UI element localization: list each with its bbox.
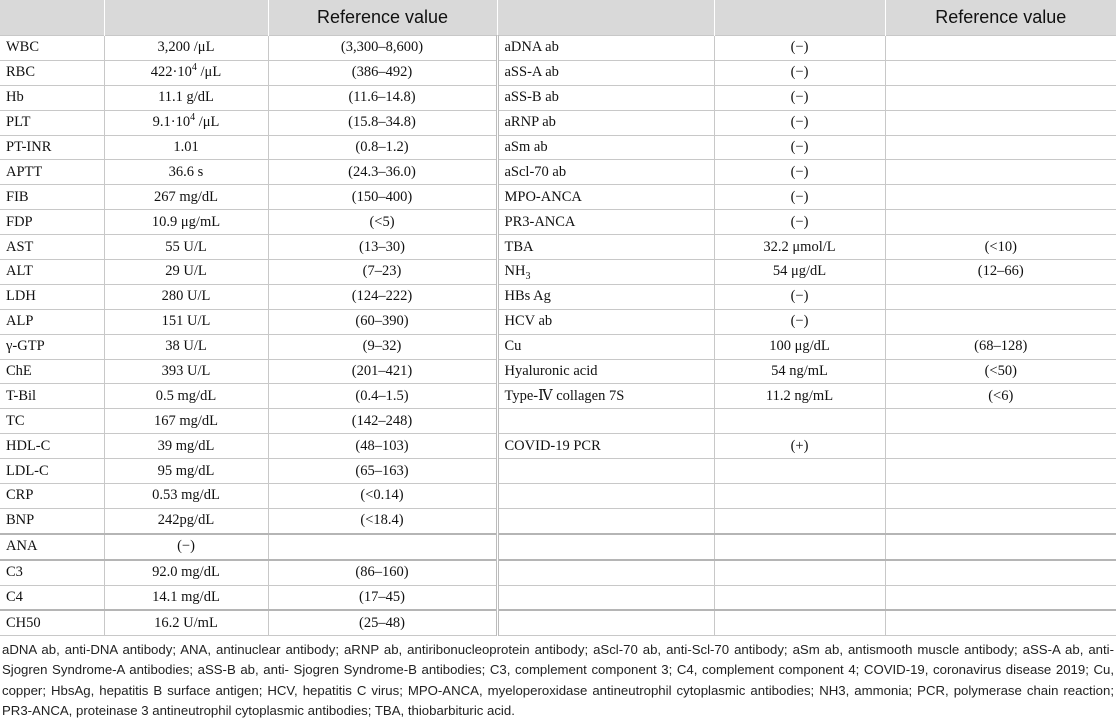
test-value: 39 mg/dL <box>104 434 268 459</box>
test-name: Type-Ⅳ collagen 7S <box>497 384 714 409</box>
reference-value <box>885 409 1116 434</box>
test-name: aRNP ab <box>497 110 714 135</box>
table-row <box>0 36 1116 61</box>
test-value: 38 U/L <box>104 334 268 359</box>
test-value: (+) <box>714 434 885 459</box>
reference-value: (17–45) <box>268 585 497 610</box>
test-value <box>104 60 268 85</box>
test-name: ALP <box>0 309 104 334</box>
test-value: (−) <box>714 160 885 185</box>
test-value <box>714 534 885 560</box>
reference-value <box>885 60 1116 85</box>
test-name: aDNA ab <box>497 36 714 61</box>
test-name: RBC <box>0 60 104 85</box>
table-row <box>0 135 1116 160</box>
test-value <box>714 610 885 635</box>
test-value: 10.9 μg/mL <box>104 210 268 235</box>
test-name: Hyaluronic acid <box>497 359 714 384</box>
test-value: 0.53 mg/dL <box>104 484 268 509</box>
test-name: COVID-19 PCR <box>497 434 714 459</box>
test-name <box>497 260 714 285</box>
test-value: 167 mg/dL <box>104 409 268 434</box>
table-row <box>0 359 1116 384</box>
test-name <box>497 610 714 635</box>
table-row <box>0 110 1116 135</box>
test-name: CRP <box>0 484 104 509</box>
reference-value: (13–30) <box>268 235 497 260</box>
table-body <box>0 36 1116 636</box>
test-value <box>714 459 885 484</box>
test-value <box>714 585 885 610</box>
table-header-row <box>0 0 1116 36</box>
test-value: 1.01 <box>104 135 268 160</box>
test-name: C4 <box>0 585 104 610</box>
test-name: BNP <box>0 508 104 533</box>
reference-value: (<6) <box>885 384 1116 409</box>
test-value: (−) <box>714 110 885 135</box>
table-row <box>0 484 1116 509</box>
test-value <box>714 409 885 434</box>
test-value: (−) <box>714 284 885 309</box>
table-row <box>0 60 1116 85</box>
reference-value: (<5) <box>268 210 497 235</box>
test-name: HCV ab <box>497 309 714 334</box>
table-row <box>0 409 1116 434</box>
test-name: C3 <box>0 560 104 585</box>
test-name: TC <box>0 409 104 434</box>
reference-value: (201–421) <box>268 359 497 384</box>
reference-value: (<0.14) <box>268 484 497 509</box>
reference-value: (124–222) <box>268 284 497 309</box>
table-row <box>0 384 1116 409</box>
reference-value: (150–400) <box>268 185 497 210</box>
test-value: 11.1 g/dL <box>104 85 268 110</box>
test-value: (−) <box>714 135 885 160</box>
reference-value: (25–48) <box>268 610 497 635</box>
reference-value: (0.4–1.5) <box>268 384 497 409</box>
test-name: Cu <box>497 334 714 359</box>
table-row <box>0 309 1116 334</box>
superscript: 4 <box>191 62 197 74</box>
reference-value <box>885 484 1116 509</box>
table-row <box>0 534 1116 560</box>
test-value: 54 μg/dL <box>714 260 885 285</box>
table-row <box>0 85 1116 110</box>
reference-value: (60–390) <box>268 309 497 334</box>
test-value: 100 μg/dL <box>714 334 885 359</box>
reference-value: (<18.4) <box>268 508 497 533</box>
reference-value <box>885 534 1116 560</box>
test-name <box>497 534 714 560</box>
table-footnote: aDNA ab, anti-DNA antibody; ANA, antinuclear antibody; aRNP ab, antiribonucleoprotein antibody; aScl-70 ab, anti-Scl-70 antibody; aSm ab, antismooth muscle antibody; aSS-A ab, anti-Sjogren Syndrome-A antibodies; aSS-B ab, anti- Sjogren Syndrome-B antibodies; C3, complement component 3; C4, complement component 4; COVID-19, coronavirus disease 2019; Cu, copper; HbsAg, hepatitis B surface antigen; HCV, hepatitis C virus; MPO-ANCA, myeloperoxidase antineutrophil cytoplasmic antibodies; NH3, ammonia; PCR, polymerase chain reaction; PR3-ANCA, proteinase 3 antineutrophil cytoplasmic antibodies; TBA, thiobarbituric acid. <box>2 642 1114 719</box>
test-value: 3,200 /μL <box>104 36 268 61</box>
header-test-left <box>0 0 104 36</box>
text: 422·10 <box>150 64 192 81</box>
test-name: aScl-70 ab <box>497 160 714 185</box>
test-name: ChE <box>0 359 104 384</box>
reference-value: (0.8–1.2) <box>268 135 497 160</box>
test-value: 92.0 mg/dL <box>104 560 268 585</box>
test-name: aSm ab <box>497 135 714 160</box>
text: 9.1·10 <box>152 114 191 131</box>
test-name: FIB <box>0 185 104 210</box>
test-name <box>497 508 714 533</box>
test-name: CH50 <box>0 610 104 635</box>
subscript: 3 <box>525 271 531 283</box>
test-name: T-Bil <box>0 384 104 409</box>
test-value: 280 U/L <box>104 284 268 309</box>
test-value: (−) <box>714 185 885 210</box>
table-row <box>0 185 1116 210</box>
reference-value <box>885 135 1116 160</box>
test-name: ALT <box>0 260 104 285</box>
test-value: 54 ng/mL <box>714 359 885 384</box>
table-row <box>0 434 1116 459</box>
reference-value: (65–163) <box>268 459 497 484</box>
reference-value <box>885 309 1116 334</box>
header-test-right <box>497 0 714 36</box>
reference-value: (142–248) <box>268 409 497 434</box>
reference-value: (386–492) <box>268 60 497 85</box>
header-reference-right: Reference value <box>885 0 1116 36</box>
table-row <box>0 560 1116 585</box>
table-row <box>0 284 1116 309</box>
superscript: 4 <box>190 112 196 124</box>
reference-value <box>885 210 1116 235</box>
test-name: TBA <box>497 235 714 260</box>
test-name: aSS-B ab <box>497 85 714 110</box>
reference-value: (9–32) <box>268 334 497 359</box>
table-row <box>0 610 1116 635</box>
reference-value <box>885 85 1116 110</box>
test-value: 393 U/L <box>104 359 268 384</box>
reference-value <box>885 610 1116 635</box>
reference-value: (24.3–36.0) <box>268 160 497 185</box>
table-row <box>0 585 1116 610</box>
reference-value <box>885 110 1116 135</box>
reference-value <box>885 585 1116 610</box>
reference-value: (11.6–14.8) <box>268 85 497 110</box>
test-value: (−) <box>714 60 885 85</box>
reference-value: (<50) <box>885 359 1116 384</box>
test-name: HDL-C <box>0 434 104 459</box>
reference-value: (15.8–34.8) <box>268 110 497 135</box>
test-name: APTT <box>0 160 104 185</box>
test-value: (−) <box>714 309 885 334</box>
test-value: 29 U/L <box>104 260 268 285</box>
reference-value: (7–23) <box>268 260 497 285</box>
reference-value <box>885 459 1116 484</box>
table-row <box>0 160 1116 185</box>
test-value: 267 mg/dL <box>104 185 268 210</box>
header-reference-left: Reference value <box>268 0 497 36</box>
table-row <box>0 260 1116 285</box>
test-value: 14.1 mg/dL <box>104 585 268 610</box>
test-value: 16.2 U/mL <box>104 610 268 635</box>
test-name: LDL-C <box>0 459 104 484</box>
reference-value: (86–160) <box>268 560 497 585</box>
test-value <box>714 508 885 533</box>
reference-value <box>885 160 1116 185</box>
table-row <box>0 210 1116 235</box>
test-name: HBs Ag <box>497 284 714 309</box>
reference-value <box>885 284 1116 309</box>
test-name: WBC <box>0 36 104 61</box>
reference-value <box>885 560 1116 585</box>
test-value: 95 mg/dL <box>104 459 268 484</box>
test-name: ANA <box>0 534 104 560</box>
test-value: 242pg/dL <box>104 508 268 533</box>
text: NH <box>504 263 526 280</box>
test-value <box>714 484 885 509</box>
test-name <box>497 585 714 610</box>
test-value: 36.6 s <box>104 160 268 185</box>
test-value <box>714 560 885 585</box>
reference-value <box>885 434 1116 459</box>
reference-value: (68–128) <box>885 334 1116 359</box>
test-name: PLT <box>0 110 104 135</box>
test-name: γ-GTP <box>0 334 104 359</box>
test-name: Hb <box>0 85 104 110</box>
test-value: 11.2 ng/mL <box>714 384 885 409</box>
reference-value <box>268 534 497 560</box>
header-value-right <box>714 0 885 36</box>
reference-value: (12–66) <box>885 260 1116 285</box>
reference-value: (3,300–8,600) <box>268 36 497 61</box>
reference-value <box>885 36 1116 61</box>
test-name: LDH <box>0 284 104 309</box>
test-name: aSS-A ab <box>497 60 714 85</box>
reference-value: (<10) <box>885 235 1116 260</box>
test-value: 32.2 μmol/L <box>714 235 885 260</box>
text: /μL <box>196 64 222 81</box>
reference-value: (48–103) <box>268 434 497 459</box>
text: /μL <box>195 114 220 131</box>
test-value: (−) <box>104 534 268 560</box>
test-value: (−) <box>714 36 885 61</box>
test-name: PR3-ANCA <box>497 210 714 235</box>
test-name <box>497 459 714 484</box>
test-name: PT-INR <box>0 135 104 160</box>
table-row <box>0 508 1116 533</box>
test-value: 55 U/L <box>104 235 268 260</box>
test-value <box>104 110 268 135</box>
test-name <box>497 409 714 434</box>
table-row <box>0 334 1116 359</box>
test-name: AST <box>0 235 104 260</box>
test-name <box>497 484 714 509</box>
table-row <box>0 235 1116 260</box>
test-name: FDP <box>0 210 104 235</box>
test-value: 151 U/L <box>104 309 268 334</box>
test-value: (−) <box>714 85 885 110</box>
test-value: 0.5 mg/dL <box>104 384 268 409</box>
test-name <box>497 560 714 585</box>
reference-value <box>885 508 1116 533</box>
test-value: (−) <box>714 210 885 235</box>
table-row <box>0 459 1116 484</box>
reference-value <box>885 185 1116 210</box>
test-name: MPO-ANCA <box>497 185 714 210</box>
header-value-left <box>104 0 268 36</box>
